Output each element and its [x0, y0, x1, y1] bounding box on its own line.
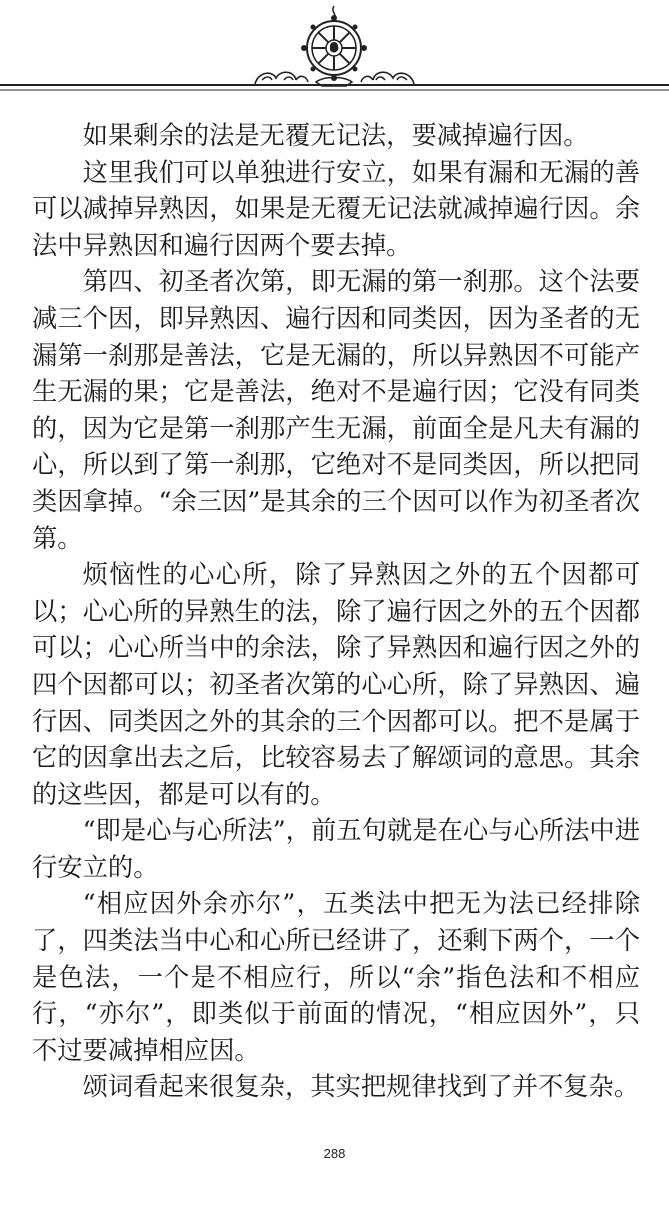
paragraph: 颂词看起来很复杂，其实把规律找到了并不复杂。 — [82, 1072, 640, 1102]
body-text — [32, 118, 640, 1106]
page-number: 288 — [323, 1146, 346, 1161]
paragraph: 烦恼性的心心所，除了异熟因之外的五个因都可以；心心所的异熟生的法，除了遍行因之外的五个因都可以；心心所当中的余法，除了异熟因和遍行因之外的四个因都可以；初圣者次第的心心所，除了异熟因、遍行因、同类因之外的其余的三个因都可以。把不是属于它的因拿出去之后，比较容易去了解颂词的意思。其余的这些因，都是可以有的。 — [32, 560, 640, 809]
paragraph: “即是心与心所法”，前五句就是在心与心所法中进行安立的。 — [32, 816, 640, 882]
dharma-wheel-icon — [0, 0, 669, 100]
header-ornament — [0, 0, 669, 100]
paragraph: 第四、初圣者次第，即无漏的第一刹那。这个法要减三个因，即异熟因、遍行因和同类因，因为圣者的无漏第一刹那是善法，它是无漏的，所以异熟因不可能产生无漏的果；它是善法，绝对不是遍行因；它没有同类的，因为它是第一刹那产生无漏，前面全是凡夫有漏的心，所以到了第一刹那，它绝对不是同类因，所以把同类因拿掉。“余三因”是其余的三个因可以作为初圣者次第。 — [32, 267, 640, 553]
paragraph: 这里我们可以单独进行安立，如果有漏和无漏的善可以减掉异熟因，如果是无覆无记法就减掉遍行因。余法中异熟因和遍行因两个要去掉。 — [32, 157, 640, 260]
paragraph: “相应因外余亦尔”，五类法中把无为法已经排除了，四类法当中心和心所已经讲了，还剩下两个，一个是色法，一个是不相应行，所以“余”指色法和不相应行，“亦尔”，即类似于前面的情况，“相应因外”，只不过要减掉相应因。 — [32, 889, 640, 1065]
paragraph: 如果剩余的法是无覆无记法，要减掉遍行因。 — [82, 121, 589, 150]
